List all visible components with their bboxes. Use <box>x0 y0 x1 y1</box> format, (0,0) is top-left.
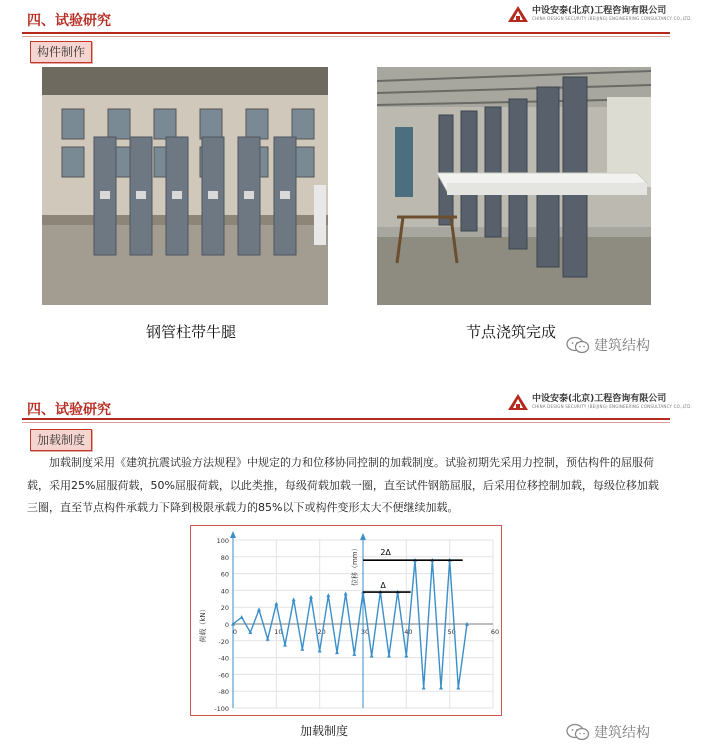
series-point <box>439 686 443 690</box>
wechat-icon <box>566 336 590 354</box>
x-tick-label: 20 <box>317 628 326 636</box>
series-point <box>422 686 426 690</box>
logo-company-name: 中设安泰(北京)工程咨询有限公司 <box>532 394 667 404</box>
company-logo <box>508 6 692 22</box>
series-point <box>335 650 339 654</box>
y-tick-label: 0 <box>224 621 229 629</box>
x-tick-label: 0 <box>232 628 238 636</box>
loading-regime-chart <box>190 525 502 716</box>
series-point <box>257 608 261 612</box>
wechat-icon <box>566 723 590 741</box>
caption-joint-casting: 节点浇筑完成 <box>466 323 557 341</box>
y-tick-label: 20 <box>220 604 229 613</box>
y-tick-label: 100 <box>216 537 229 545</box>
watermark-text: 建筑结构 <box>594 338 650 354</box>
loading-description: 加载制度采用《建筑抗震试验方法规程》中规定的力和位移协同控制的加载制度。试验初期先采用力控制，预估构件的屈服荷载，采用25%屈服荷载，50%屈服荷载，以此类推，每级荷载加载一圈，直至试件钢筋屈服，后采用位移控制加载，每级位移加载三圈，直至节点构件承载力下降到极限承载力的85%以下或构件变形太大不便继续加载。 <box>27 456 659 514</box>
photo-steel-columns <box>42 67 328 305</box>
chart-caption: 加载制度 <box>300 724 349 738</box>
company-logo <box>508 394 692 410</box>
displacement-axis-arrow <box>360 533 366 540</box>
series-point <box>352 652 356 656</box>
y-tick-label: -20 <box>218 637 229 646</box>
series-point <box>240 615 244 619</box>
y-tick-label: 40 <box>220 587 229 596</box>
y-axis-arrow <box>230 531 236 538</box>
series-point <box>387 654 391 658</box>
y-tick-label: -100 <box>214 705 229 713</box>
y-tick-label: 80 <box>220 553 229 562</box>
logo-mark-icon <box>508 394 528 410</box>
section-title: 四、试验研究 <box>27 402 111 418</box>
series-point <box>456 686 460 690</box>
step-label-small: Δ <box>380 581 386 591</box>
y-tick-label: -60 <box>218 671 229 680</box>
series-point <box>404 654 408 658</box>
y-tick-label: -80 <box>218 688 229 697</box>
section-title: 四、试验研究 <box>27 13 111 29</box>
header-rule-thin <box>22 36 670 37</box>
series-point <box>370 654 374 658</box>
watermark <box>566 722 650 742</box>
x-tick-label: 40 <box>404 628 413 636</box>
series-point <box>266 637 270 641</box>
series-point <box>274 602 278 606</box>
subsection-tag: 加载制度 <box>30 429 92 451</box>
series-point <box>344 592 348 596</box>
subsection-tag: 构件制作 <box>30 41 92 63</box>
watermark <box>566 335 650 355</box>
displacement-axis-label: 位移（mm） <box>351 544 359 587</box>
logo-company-english: CHINA DESIGN SECURITY (BEIJING) ENGINEERING CONSULTANCY CO.,LTD. <box>532 16 693 21</box>
y-tick-label: -40 <box>218 654 229 663</box>
y-axis-label: 荷载（kN） <box>199 605 207 643</box>
logo-company-english: CHINA DESIGN SECURITY (BEIJING) ENGINEERING CONSULTANCY CO.,LTD. <box>532 404 693 409</box>
x-tick-label: 60 <box>490 628 500 636</box>
photo-joint-casting <box>377 67 651 305</box>
series-point <box>309 595 313 599</box>
logo-mark-icon <box>508 6 528 22</box>
step-label-large: 2Δ <box>380 548 391 558</box>
series-point <box>292 597 296 601</box>
caption-steel-columns: 钢管柱带牛腿 <box>146 323 237 341</box>
x-tick-label: 50 <box>447 628 456 636</box>
logo-company-name: 中设安泰(北京)工程咨询有限公司 <box>532 6 667 16</box>
x-tick-label: 30 <box>360 628 370 636</box>
series-point <box>318 649 322 653</box>
header-rule <box>22 418 670 420</box>
x-tick-label: 10 <box>274 628 283 636</box>
header-rule <box>22 32 670 34</box>
series-point <box>300 647 304 651</box>
header-rule-thin <box>22 422 670 423</box>
series-point <box>326 593 330 597</box>
y-tick-label: 60 <box>220 570 229 579</box>
series-point <box>283 643 287 647</box>
watermark-text: 建筑结构 <box>594 725 650 741</box>
chart-svg <box>191 526 501 715</box>
